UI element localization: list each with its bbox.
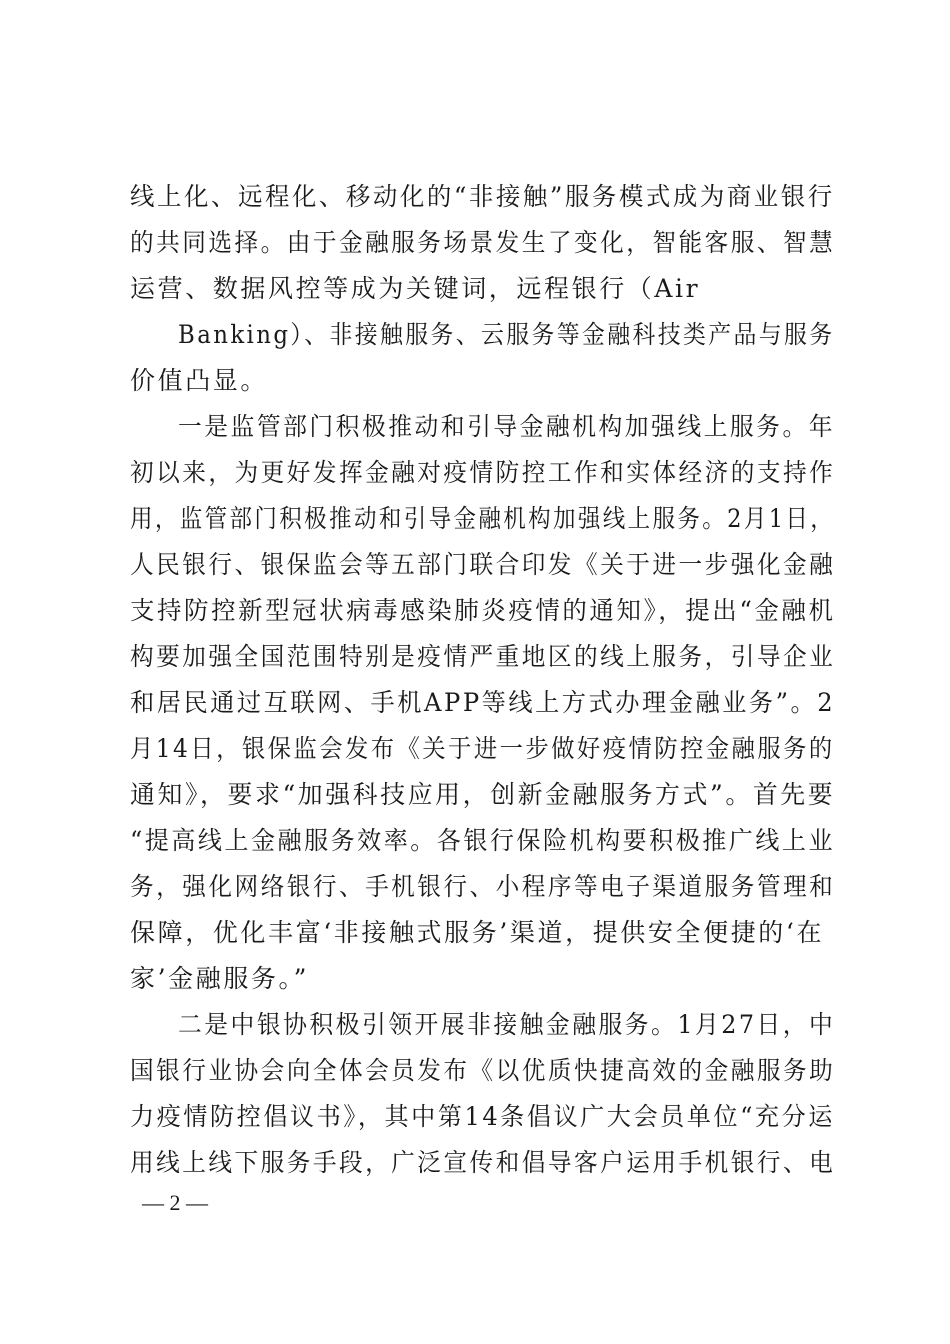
page-number: — 2 — <box>142 1190 208 1215</box>
text-line-13: 月14日，银保监会发布《关于进一步做好疫情防控金融服务的 <box>130 734 835 763</box>
text-line-3: 运营、数据风控等成为关键词，远程银行（Air <box>130 274 701 303</box>
text-line-22: 用线上线下服务手段，广泛宣传和倡导客户运用手机银行、电 <box>130 1148 836 1177</box>
text-line-2: 的共同选择。由于金融服务场景发生了变化，智能客服、智慧 <box>130 228 836 257</box>
text-line-5: 价值凸显。 <box>130 366 269 395</box>
paragraph-2-heading-line: 二是中银协积极引领开展非接触金融服务。1月27日，中 <box>178 1010 836 1039</box>
text-line-18: 家’金融服务。” <box>130 964 310 993</box>
text-line-10: 支持防控新型冠状病毒感染肺炎疫情的通知》，提出“金融机 <box>130 596 836 625</box>
paragraph-1-heading-line: 一是监管部门积极推动和引导金融机构加强线上服务。年 <box>178 412 836 441</box>
text-line-9: 人民银行、银保监会等五部门联合印发《关于进一步强化金融 <box>130 550 836 579</box>
text-line-21: 力疫情防控倡议书》，其中第14条倡议广大会员单位“充分运 <box>130 1102 835 1131</box>
text-line-20: 国银行业协会向全体会员发布《以优质快捷高效的金融服务助 <box>130 1056 836 1085</box>
text-line-12: 和居民通过互联网、手机APP等线上方式办理金融业务”。2 <box>130 688 836 717</box>
text-line-17: 保障，优化丰富‘非接触式服务’渠道，提供安全便捷的‘在 <box>130 918 825 947</box>
text-line-7: 初以来，为更好发挥金融对疫情防控工作和实体经济的支持作 <box>130 458 836 487</box>
text-line-1: 线上化、远程化、移动化的“非接触”服务模式成为商业银行 <box>130 182 835 211</box>
text-line-8: 用，监管部门积极推动和引导金融机构加强线上服务。2月1日， <box>130 504 836 533</box>
text-line-16: 务，强化网络银行、手机银行、小程序等电子渠道服务管理和 <box>130 872 836 901</box>
text-line-15: “提高线上金融服务效率。各银行保险机构要积极推广线上业 <box>130 826 835 855</box>
text-line-11: 构要加强全国范围特别是疫情严重地区的线上服务，引导企业 <box>130 642 836 671</box>
text-line-4: Banking）、非接触服务、云服务等金融科技类产品与服务 <box>178 320 835 349</box>
text-line-14: 通知》，要求“加强科技应用，创新金融服务方式”。首先要 <box>130 780 836 809</box>
